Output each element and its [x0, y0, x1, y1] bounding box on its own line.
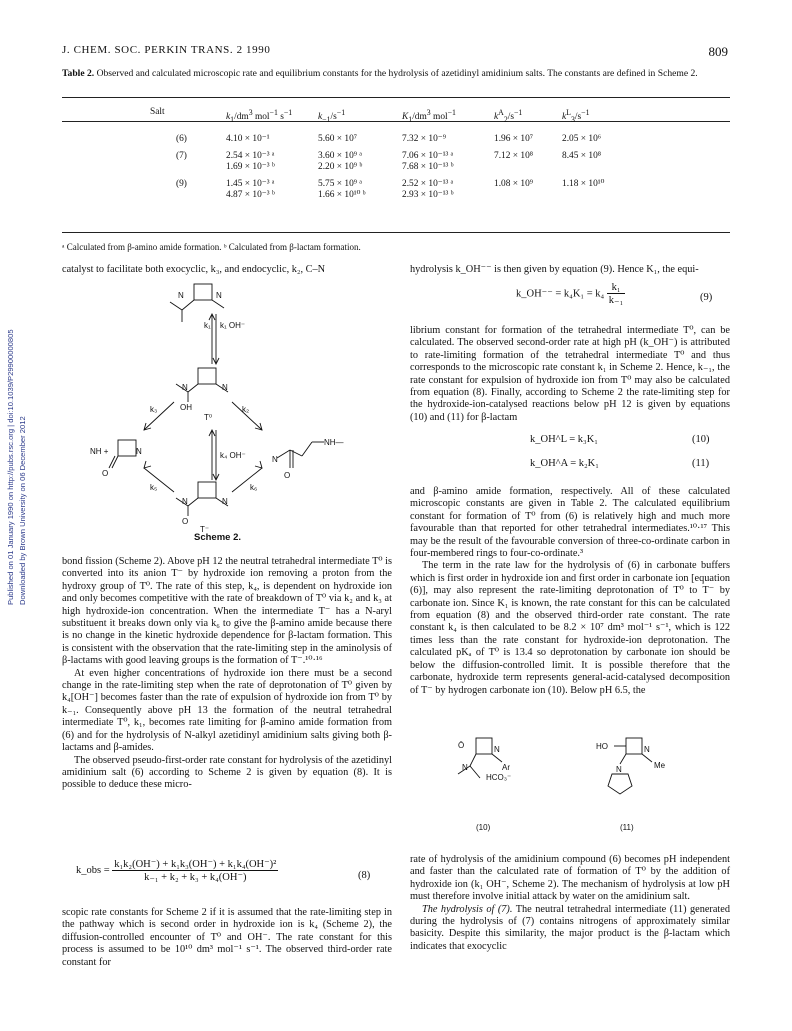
scheme-2-diagram [62, 280, 392, 535]
table-caption-label: Table 2. [62, 68, 95, 79]
cell-salt: (9) [176, 179, 187, 189]
o-label: O [284, 471, 291, 480]
table-row [150, 151, 628, 173]
structures-10-11 [440, 732, 700, 842]
o-minus-label: O [182, 517, 189, 526]
paragraph: bond fission (Scheme 2). Above pH 12 the neutral tetrahedral intermediate T⁰ is converted into its anion T⁻ by hydroxide ion removing a proton from the hydroxy group of T⁰. The rate of this step, k₄, is dependent on hydroxide ion and only becomes competitive with the rate of breakdown of T⁰ via k₂ and k₃ at high hydroxide-ion concentration. When the intermediate T⁻ has a N-aryl substituent it breaks down only via k₆ to give the β-amino amide because there is no change in the kinetic hydroxide dependence for β-lactam formation. This is consistent with the observation that the rate-limiting step in the aminolysis of β-lactams with good leaving groups is the formation of T⁻.¹⁰·¹⁶ [62, 556, 392, 667]
paragraph: rate of hydrolysis of the amidinium compound (6) becomes pH independent and faster than the calculated rate of formation of T⁰ by the addition of hydroxide ion (k₁ OH⁻, Scheme 2). The mechanism of hydrolysis at low pH must therefore involve initial attack by water on the amidinium salt. [410, 854, 730, 903]
n-plus-label: N [178, 291, 184, 300]
cell-k2: 7.12 × 10⁸ [494, 151, 534, 161]
k3-label: k₃ [150, 405, 158, 414]
cell-K1: 7.32 × 10⁻⁹ [402, 134, 446, 144]
me-label: Me [654, 761, 666, 770]
table-bottom-rule [62, 232, 730, 233]
n-label: N [182, 497, 188, 506]
right-col-body-3 [410, 854, 730, 953]
t0-label: T⁰ [204, 413, 213, 422]
paragraph: The observed pseudo-first-order rate constant for hydrolysis of the azetidinyl amidinium salt (6) according to Scheme 2 is given by equation (8). It is possible to deduce these micro- [62, 754, 392, 791]
left-col-bottom [62, 907, 392, 969]
n-label: N [462, 763, 468, 772]
cell-K1: 2.52 × 10⁻¹³ ᵃ 2.93 × 10⁻¹³ ᵇ [402, 179, 454, 200]
equation-11-number: (11) [692, 458, 710, 469]
k4-oh-label: k₄ OH⁻ [220, 451, 246, 460]
t-minus-label: T⁻ [200, 525, 210, 534]
scheme-label: Scheme 2. [194, 532, 241, 543]
paragraph: The term in the rate law for the hydrolysis of (6) in carbonate buffers which is first order in hydroxide ion and first order in carbonate ion [equation (6)], may also represent the rate-limiting deprotonation of T⁰ to T⁻ by carbonate ion. Since K₁ is known, the rate constant for this can be calculated from equation (8) and the observed third-order rate constant. The rate constant k₄ is then calculated to be 8.2 × 10⁷ dm³ mol⁻¹ s⁻¹, which is 122 times less than the rate constant for hydroxide-ion deprotonation. The calculated pKₐ of T⁰ is 13.4 so deprotonation by carbonate ion should be below the diffusion-controlled limit. It is possible therefore that the carbonate, hydroxide term represents general-acid-catalysed decomposition of T⁻ by hydrogen carbonate ion (10). Below pH 6.5, the [410, 560, 730, 696]
cell-K1: 7.06 × 10⁻¹³ ᵃ 7.68 × 10⁻¹³ ᵇ [402, 151, 454, 172]
k1-label: k₁ [204, 321, 211, 330]
cell-k3: 1.18 × 10¹⁰ [562, 179, 605, 189]
right-col-body-2 [410, 486, 730, 697]
cell-k1: 4.10 × 10⁻¹ [226, 134, 270, 144]
left-col-top: catalyst to facilitate both exocyclic, k₃, and endocyclic, k₂, C–N [62, 264, 326, 275]
cell-k2: 1.96 × 10⁷ [494, 134, 534, 144]
equation-9-number: (9) [700, 292, 713, 303]
col-header-k3: $k^L_3/s^{-1}$ [562, 108, 590, 124]
col-header-K1: $K_1/dm^3$ mol$^{-1}$ [402, 108, 456, 124]
cell-k1: 2.54 × 10⁻³ ᵃ 1.69 × 10⁻³ ᵇ [226, 151, 275, 172]
cell-km1: 3.60 × 10⁹ ᵃ 2.20 × 10⁹ ᵇ [318, 151, 363, 172]
nh-plus-label: NH + [90, 447, 109, 456]
right-col-top: hydrolysis k_OH⁻⁻ is then given by equation (9). Hence K₁, the equi- [410, 264, 699, 275]
sidebar-doi-text: Published on 01 January 1990 on http://pubs.rsc.org | doi:10.1039/P29900000805 [6, 329, 15, 605]
ar-label: Ar [502, 763, 510, 772]
left-col-body [62, 556, 392, 792]
col-header-km1: $k_{-1}/s^{-1}$ [318, 108, 346, 124]
ho-label: HO [596, 742, 608, 751]
equation-9: k_OH⁻⁻ = k₄K₁ = k₄ $\frac{\text{k₁}}{\text{k₋₁}}$ [516, 282, 624, 306]
o-label: O [102, 469, 109, 478]
k6-label: k₆ [250, 483, 258, 492]
n-label: N [222, 383, 228, 392]
n-label: N [494, 745, 500, 754]
paragraph: scopic rate constants for Scheme 2 if it is assumed that the rate-limiting step in the pathway which is second order in hydroxide ion is k₄ (Scheme 2), the diffusion-controlled encounter of T⁰ and OH⁻. The rate constant for this process is assumed to be 10¹⁰ dm³ mol⁻¹ s⁻¹. The observed third-order rate constant for [62, 907, 392, 968]
k1-oh-label: k₁ OH⁻ [220, 321, 246, 330]
col-header-k1: $k_1/dm^3$ mol$^{-1}$ $s^{-1}$ [226, 108, 293, 124]
table-caption [62, 68, 730, 80]
hco3-label: HCO₃⁻ [486, 773, 512, 782]
cell-salt: (6) [176, 134, 187, 144]
structure-label-10: (10) [476, 823, 491, 832]
cell-k1: 1.45 × 10⁻³ ᵃ 4.87 × 10⁻³ ᵇ [226, 179, 275, 200]
n-label: N [182, 383, 188, 392]
paragraph: At even higher concentrations of hydroxide ion there must be a second change in the rate-limiting step when the rate of deprotonation of T⁰ given by k₄[OH⁻] becomes faster than the rate of expulsion of hydroxide ion from T⁰ by k₋₁. Consequently above pH 13 the formation of the neutral tetrahedral intermediate T⁰, k₁, becomes rate limiting for β-amino amide formation from (6) and for the hydrolysis of N-alkyl azetidinyl amidinium salts giving both β-lactams and β-amides. [62, 667, 392, 754]
data-table [150, 107, 628, 201]
n-label: N [616, 765, 622, 774]
cell-km1: 5.60 × 10⁷ [318, 134, 358, 144]
right-col-body-1 [410, 325, 730, 424]
table-row [150, 134, 628, 145]
table-caption-text: Observed and calculated microscopic rate and equilibrium constants for the hydrolysis of azetidinyl amidinium salts. The constants are defined in Scheme 2. [96, 68, 698, 79]
page-number: 809 [708, 44, 728, 59]
col-header-k2: $k^A_2/s^{-1}$ [494, 108, 523, 124]
table-top-rule [62, 97, 730, 98]
table-row [150, 179, 628, 201]
n-label: N [222, 497, 228, 506]
k2-label: k₂ [242, 405, 250, 414]
oh-label: OH [180, 403, 192, 412]
n-label: N [216, 291, 222, 300]
running-header: J. CHEM. SOC. PERKIN TRANS. 2 1990 [62, 44, 271, 56]
n-label: N [272, 455, 278, 464]
sidebar-download-text: Downloaded by Brown University on 06 December 2012 [18, 416, 27, 605]
table-header-row [150, 107, 628, 134]
equation-10: k_OH^L = k₃K₁ [530, 434, 598, 445]
o-minus-label: Ō [458, 741, 465, 750]
cell-salt: (7) [176, 151, 187, 161]
equation-10-number: (10) [692, 434, 710, 445]
k5-label: k₅ [150, 483, 158, 492]
cell-k3: 2.05 × 10⁶ [562, 134, 602, 144]
nh-right-label: NH— [324, 438, 344, 447]
cell-k2: 1.08 × 10⁹ [494, 179, 534, 189]
equation-8: k_obs = $\frac{\text{k₁k₂(OH⁻) + k₁k₃(OH⁻) + k₁k₄(OH⁻)²}}{\text{k₋₁ + k₂ + k₃ + k₄(OH⁻)}}$ [76, 859, 277, 883]
equation-11: k_OH^A = k₂K₁ [530, 458, 599, 469]
n-label: N [644, 745, 650, 754]
cell-km1: 5.75 × 10⁹ ᵃ 1.66 × 10¹⁰ ᵇ [318, 179, 366, 200]
cell-k3: 8.45 × 10⁸ [562, 151, 602, 161]
paragraph: and β-amino amide formation, respectively. All of these calculated microscopic constants are given in Table 2. The calculated equilibrium constant for formation of T⁰ from (6) is relatively high and much more favourable than that reported for other tetrahedral intermediates.¹⁰·¹⁷ This may be the result of the favourable conversion of three-co-ordinate carbon in four-membered rings to four-co-ordinate.³ [410, 486, 730, 560]
table-footnote: ᵃ Calculated from β-amino amide formation. ᵇ Calculated from β-lactam formation. [62, 242, 361, 252]
paragraph: librium constant for formation of the tetrahedral intermediate T⁰, can be calculated. The observed second-order rate at high pH (k_OH⁻) is attributed to rate-limiting formation of the tetrahedral intermediate T⁰ and thus corresponds to the microscopic rate constant k₁ in Scheme 2. Hence, k₋₁, the rate constant for expulsion of hydroxide ion from T⁰ may also be calculated from equation (8). Finally, according to Scheme 2 the rate-limiting step for the hydroxide-ion-catalysed reactions below pH 12 is given by equations (10) and (11) for β-lactam [410, 325, 730, 423]
paragraph: The hydrolysis of (7). The neutral tetrahedral intermediate (11) generated during the hydrolysis of (7) contains nitrogens of approximately similar basicity. Despite this similarity, the major product is the β-lactam which indicates that exocyclic [410, 903, 730, 952]
col-header-salt: Salt [150, 107, 165, 117]
n-label: N [136, 447, 142, 456]
structure-label-11: (11) [620, 823, 634, 832]
equation-8-number: (8) [358, 870, 371, 881]
